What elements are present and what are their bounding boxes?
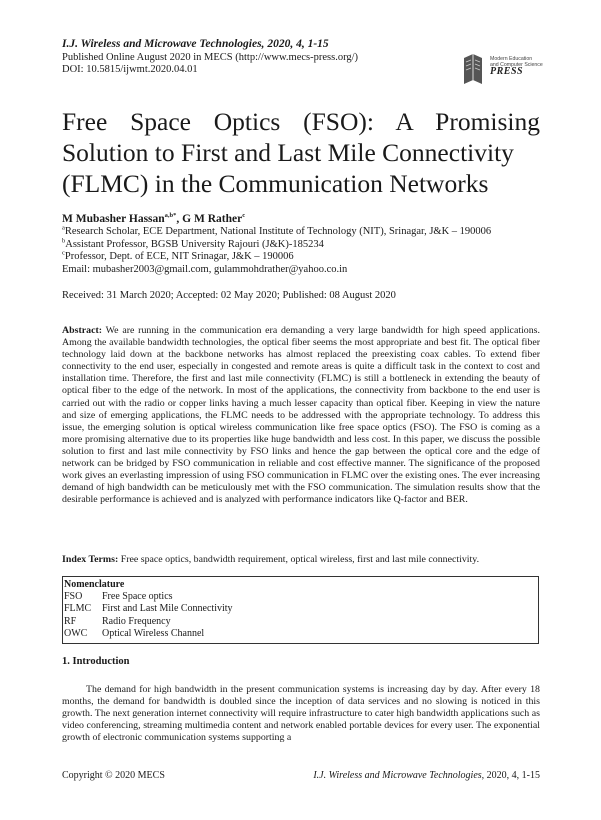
affiliation-c xyxy=(62,251,540,263)
page-footer xyxy=(62,770,540,781)
affiliation-a-text: Research Scholar, ECE Department, National Institute of Technology (NIT), Srinagar, J&K – 190006 xyxy=(64,226,492,238)
logo-line-1: Modern Education xyxy=(490,56,533,62)
logo-line-2: and Computer Science xyxy=(490,62,543,68)
nomenclature-row xyxy=(64,603,538,615)
abstract-text: We are running in the communication era demanding a very large bandwidth for high speed applications. Among the available bandwidth technologies, the optical fiber seems the most appropriate and best fit. The optical fiber technology laid down at the backbone networks has almost replaced the preexisting coax cables. To extend fiber connectivity to the end user, especially in congested and remote areas is quite a difficult task in the context to cost and installation time. Therefore, the first and last mile connectivity (FLMC) is still a bottleneck in extending the beauty of optical fiber to the edge of the network. In most of the applications, the connectivity from backbone to the end user is carried out with the radio or copper links having a much lesser capacity than optical fiber. Keeping in view the nature and size of emerging applications, the FLMC needs to be addressed with the appropriate technology. To address this issue, the emerging solution is optical wireless communication like free space optics (FSO). The FSO is coming as a more promising alternative due to its properties like huge bandwidth and less cost. In this paper, we discuss the possible solution to first and last mile connectivity by FSO links and hence the gap between the optical core and the edge of network can be bridged by FSO communication in reliable and cost effective manner. The significance of the proposed work gives an everlasting impression of using FSO communication in FLMC over the existing ones. The ever increasing demand of high bandwidth can be meticulously met with the FSO communication. The simulation results show that the desirable performance is achieved and is analyzed with performance indicators like Q-factor and BER. xyxy=(62,325,540,506)
nomenclature-abbr: RF xyxy=(64,615,77,627)
logo-press: PRESS xyxy=(490,66,524,77)
nomenclature-abbr: FLMC xyxy=(64,603,92,615)
publication-dates: Received: 31 March 2020; Accepted: 02 May 2020; Published: 08 August 2020 xyxy=(62,290,396,301)
affiliation-b-mark: b xyxy=(62,237,66,245)
nomenclature-row xyxy=(64,616,538,628)
nomenclature-abbr: FSO xyxy=(64,591,83,603)
paper-title xyxy=(62,106,540,199)
journal-citation xyxy=(62,38,482,51)
nomenclature-desc: Optical Wireless Channel xyxy=(102,627,205,639)
affiliation-a-mark: a xyxy=(62,224,65,232)
author-1: M Mubasher Hassan xyxy=(62,213,165,225)
introduction-paragraph: The demand for high bandwidth in the present communication systems is increasing day by day. After every 18 months, the demand for bandwidth is doubled since the inception of data services and no slowing is noticed in this growth. The next generation internet connectivity will require infrastructure to cater high bandwidth applications such as video conferencing, streaming multimedia content and network enabled portable devices for every user. The exponential growth of electronic communication systems supporting a xyxy=(62,684,540,744)
index-terms-text: Free space optics, bandwidth requirement, optical wireless, first and last mile connectivity. xyxy=(118,554,480,565)
affiliation-b xyxy=(62,239,540,251)
nomenclature-row xyxy=(64,628,538,640)
journal-issue: 2020, 4, 1-15 xyxy=(264,38,329,50)
nomenclature-desc: Radio Frequency xyxy=(102,615,171,627)
book-logo-icon xyxy=(462,52,484,88)
footer-journal-issue: 2020, 4, 1-15 xyxy=(484,770,540,781)
mecs-press-logo xyxy=(460,48,560,94)
author-email: Email: mubasher2003@gmail.com, gulammohdrather@yahoo.co.in xyxy=(62,263,348,275)
doi: DOI: 10.5815/ijwmt.2020.04.01 xyxy=(62,64,198,75)
title-line-3: (FLMC) in the Communication Networks xyxy=(62,169,489,198)
affiliation-c-mark: c xyxy=(62,249,65,257)
title-line-1: Free Space Optics (FSO): A Promising xyxy=(62,107,540,136)
footer-journal-name: I.J. Wireless and Microwave Technologies, xyxy=(313,770,485,781)
footer-journal xyxy=(313,770,540,781)
author-1-affil: a,b* xyxy=(164,212,177,220)
title-line-2: Solution to First and Last Mile Connectivity xyxy=(62,138,514,167)
footer-copyright: Copyright © 2020 MECS xyxy=(62,770,165,781)
nomenclature-box xyxy=(62,576,539,644)
nomenclature-row xyxy=(64,591,538,603)
nomenclature-abbr: OWC xyxy=(64,627,88,639)
index-terms-label: Index Terms: xyxy=(62,554,119,565)
section-heading-introduction: 1. Introduction xyxy=(62,656,130,667)
author-2-affil: c xyxy=(242,212,246,220)
journal-name: I.J. Wireless and Microwave Technologies, xyxy=(62,38,265,50)
affiliation-c-text: Professor, Dept. of ECE, NIT Srinagar, J&K – 190006 xyxy=(64,251,294,263)
journal-header xyxy=(62,38,482,77)
nomenclature-desc: First and Last Mile Connectivity xyxy=(102,603,233,615)
author-2: G M Rather xyxy=(182,213,243,225)
nomenclature-title: Nomenclature xyxy=(64,579,125,590)
index-terms xyxy=(62,554,540,566)
author-names xyxy=(62,213,540,225)
author-block xyxy=(62,213,540,276)
nomenclature-desc: Free Space optics xyxy=(102,591,173,603)
published-online: Published Online August 2020 in MECS (http://www.mecs-press.org/) xyxy=(62,51,359,63)
abstract-label: Abstract: xyxy=(62,325,103,336)
affiliation-a xyxy=(62,226,540,238)
author-separator: , xyxy=(176,213,183,225)
affiliation-b-text: Assistant Professor, BGSB University Rajouri (J&K)-185234 xyxy=(65,238,324,250)
logo-text xyxy=(490,56,543,75)
abstract xyxy=(62,325,540,506)
